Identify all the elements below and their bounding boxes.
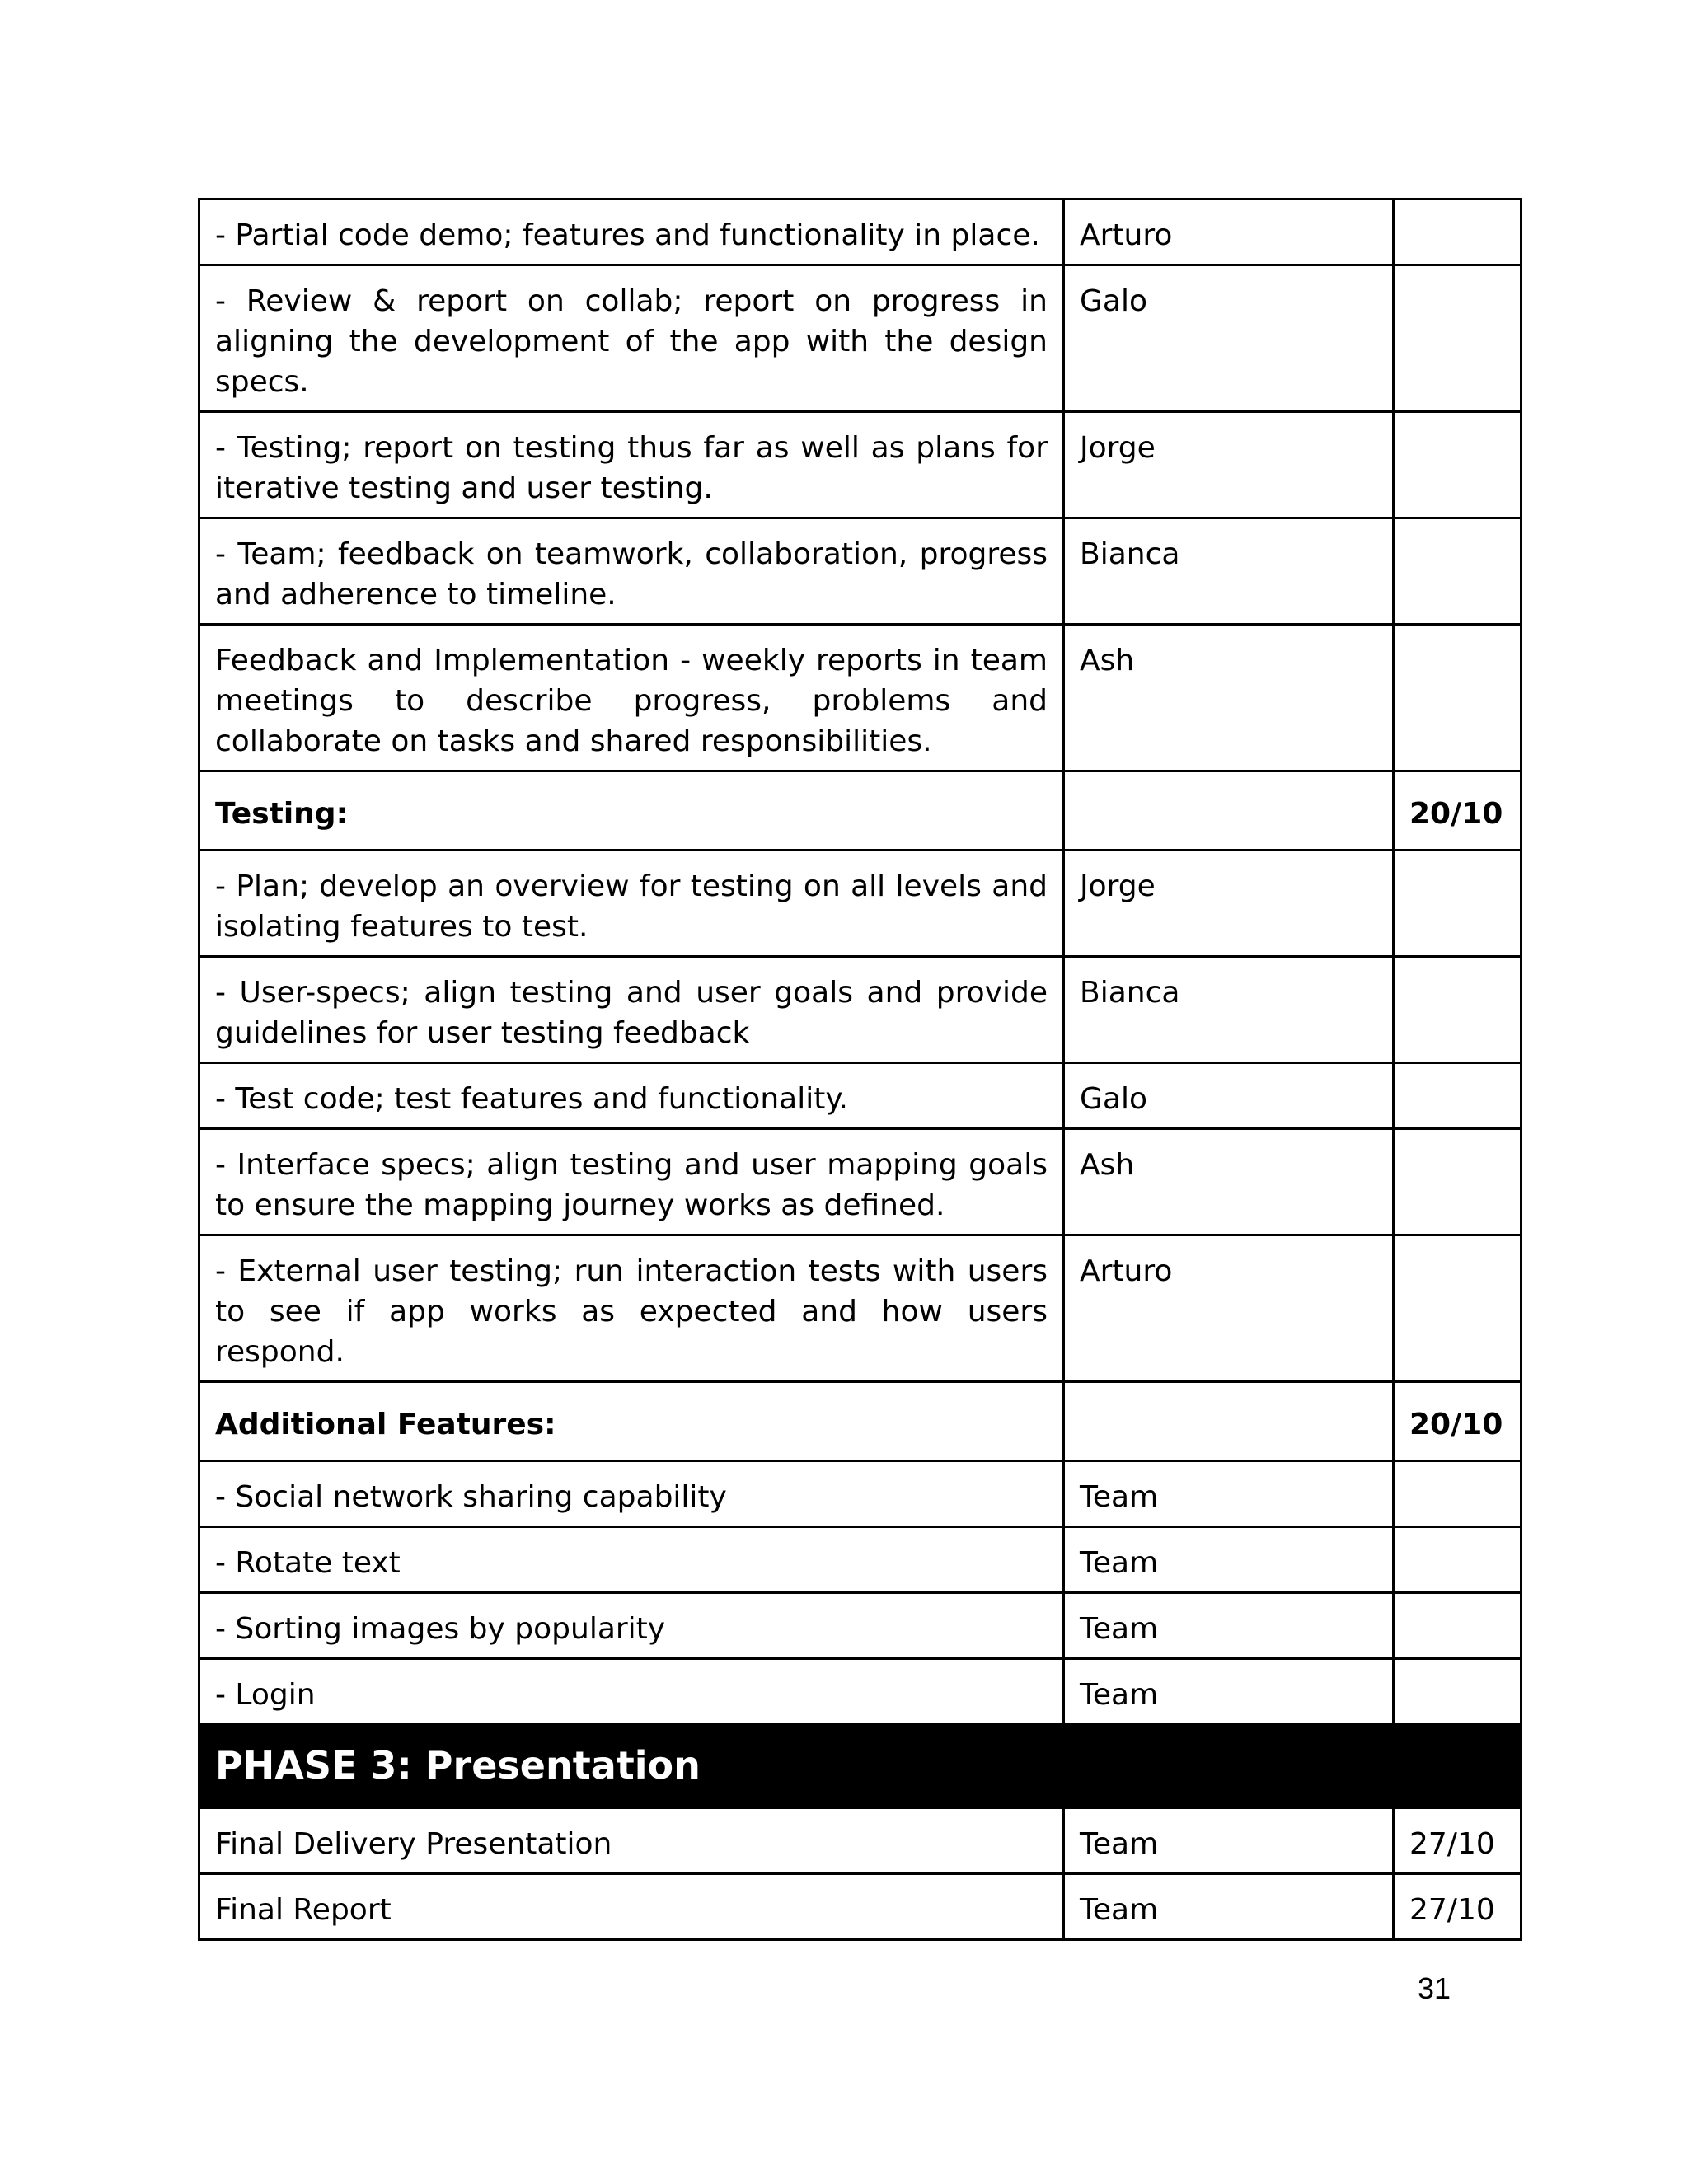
section-date: 20/10	[1394, 1382, 1522, 1461]
table-row	[199, 518, 1522, 625]
table-row	[199, 1593, 1522, 1659]
person-cell: Bianca	[1064, 518, 1394, 625]
task-cell: - Interface specs; align testing and user mapping goals to ensure the mapping journey works as defined.	[199, 1129, 1064, 1235]
table-row	[199, 851, 1522, 957]
task-cell: - Review & report on collab; report on progress in aligning the development of the app with the design specs.	[199, 265, 1064, 412]
person-cell: Team	[1064, 1874, 1394, 1940]
person-cell: Ash	[1064, 1129, 1394, 1235]
project-plan-table	[198, 198, 1522, 1941]
table-row	[199, 1063, 1522, 1129]
task-cell: Final Delivery Presentation	[199, 1808, 1064, 1874]
section-date: 20/10	[1394, 771, 1522, 851]
person-cell: Jorge	[1064, 412, 1394, 518]
table-row	[199, 199, 1522, 265]
table-row	[199, 265, 1522, 412]
date-cell	[1394, 1659, 1522, 1725]
date-cell	[1394, 265, 1522, 412]
table-row	[199, 1461, 1522, 1527]
date-cell	[1394, 518, 1522, 625]
person-cell	[1064, 1382, 1394, 1461]
date-cell: 27/10	[1394, 1808, 1522, 1874]
person-cell: Ash	[1064, 625, 1394, 771]
date-cell	[1394, 1461, 1522, 1527]
date-cell	[1394, 1593, 1522, 1659]
table-row	[199, 625, 1522, 771]
date-cell	[1394, 1527, 1522, 1593]
task-cell: - Plan; develop an overview for testing on all levels and isolating features to test.	[199, 851, 1064, 957]
date-cell	[1394, 199, 1522, 265]
table-row	[199, 1235, 1522, 1382]
person-cell	[1064, 771, 1394, 851]
section-title: Testing:	[199, 771, 1064, 851]
section-header-testing	[199, 771, 1522, 851]
person-cell: Galo	[1064, 265, 1394, 412]
person-cell: Bianca	[1064, 957, 1394, 1063]
date-cell: 27/10	[1394, 1874, 1522, 1940]
table-row	[199, 412, 1522, 518]
date-cell	[1394, 1129, 1522, 1235]
person-cell: Team	[1064, 1461, 1394, 1527]
date-cell	[1394, 625, 1522, 771]
table-row	[199, 1129, 1522, 1235]
page-number: 31	[1417, 1971, 1451, 2005]
task-cell: - Test code; test features and functionality.	[199, 1063, 1064, 1129]
date-cell	[1394, 1235, 1522, 1382]
task-cell: - Rotate text	[199, 1527, 1064, 1593]
task-cell: - Team; feedback on teamwork, collaboration, progress and adherence to timeline.	[199, 518, 1064, 625]
section-title: Additional Features:	[199, 1382, 1064, 1461]
table-row	[199, 1527, 1522, 1593]
phase-header	[199, 1725, 1522, 1808]
date-cell	[1394, 1063, 1522, 1129]
person-cell: Arturo	[1064, 199, 1394, 265]
person-cell: Team	[1064, 1527, 1394, 1593]
task-cell: - Partial code demo; features and functionality in place.	[199, 199, 1064, 265]
task-cell: - Testing; report on testing thus far as well as plans for iterative testing and user testing.	[199, 412, 1064, 518]
section-header-additional-features	[199, 1382, 1522, 1461]
table-row	[199, 957, 1522, 1063]
task-cell: - User-specs; align testing and user goals and provide guidelines for user testing feedback	[199, 957, 1064, 1063]
person-cell: Arturo	[1064, 1235, 1394, 1382]
task-cell: Feedback and Implementation - weekly reports in team meetings to describe progress, problems and collaborate on tasks and shared responsibilities.	[199, 625, 1064, 771]
task-cell: - Login	[199, 1659, 1064, 1725]
date-cell	[1394, 851, 1522, 957]
person-cell: Team	[1064, 1808, 1394, 1874]
person-cell: Team	[1064, 1593, 1394, 1659]
task-cell: Final Report	[199, 1874, 1064, 1940]
person-cell: Team	[1064, 1659, 1394, 1725]
table-row	[199, 1808, 1522, 1874]
date-cell	[1394, 412, 1522, 518]
person-cell: Galo	[1064, 1063, 1394, 1129]
table-row	[199, 1874, 1522, 1940]
date-cell	[1394, 957, 1522, 1063]
task-cell: - External user testing; run interaction tests with users to see if app works as expected and how users respond.	[199, 1235, 1064, 1382]
task-cell: - Sorting images by popularity	[199, 1593, 1064, 1659]
person-cell: Jorge	[1064, 851, 1394, 957]
table-row	[199, 1659, 1522, 1725]
task-cell: - Social network sharing capability	[199, 1461, 1064, 1527]
phase-title: PHASE 3: Presentation	[199, 1725, 1522, 1808]
